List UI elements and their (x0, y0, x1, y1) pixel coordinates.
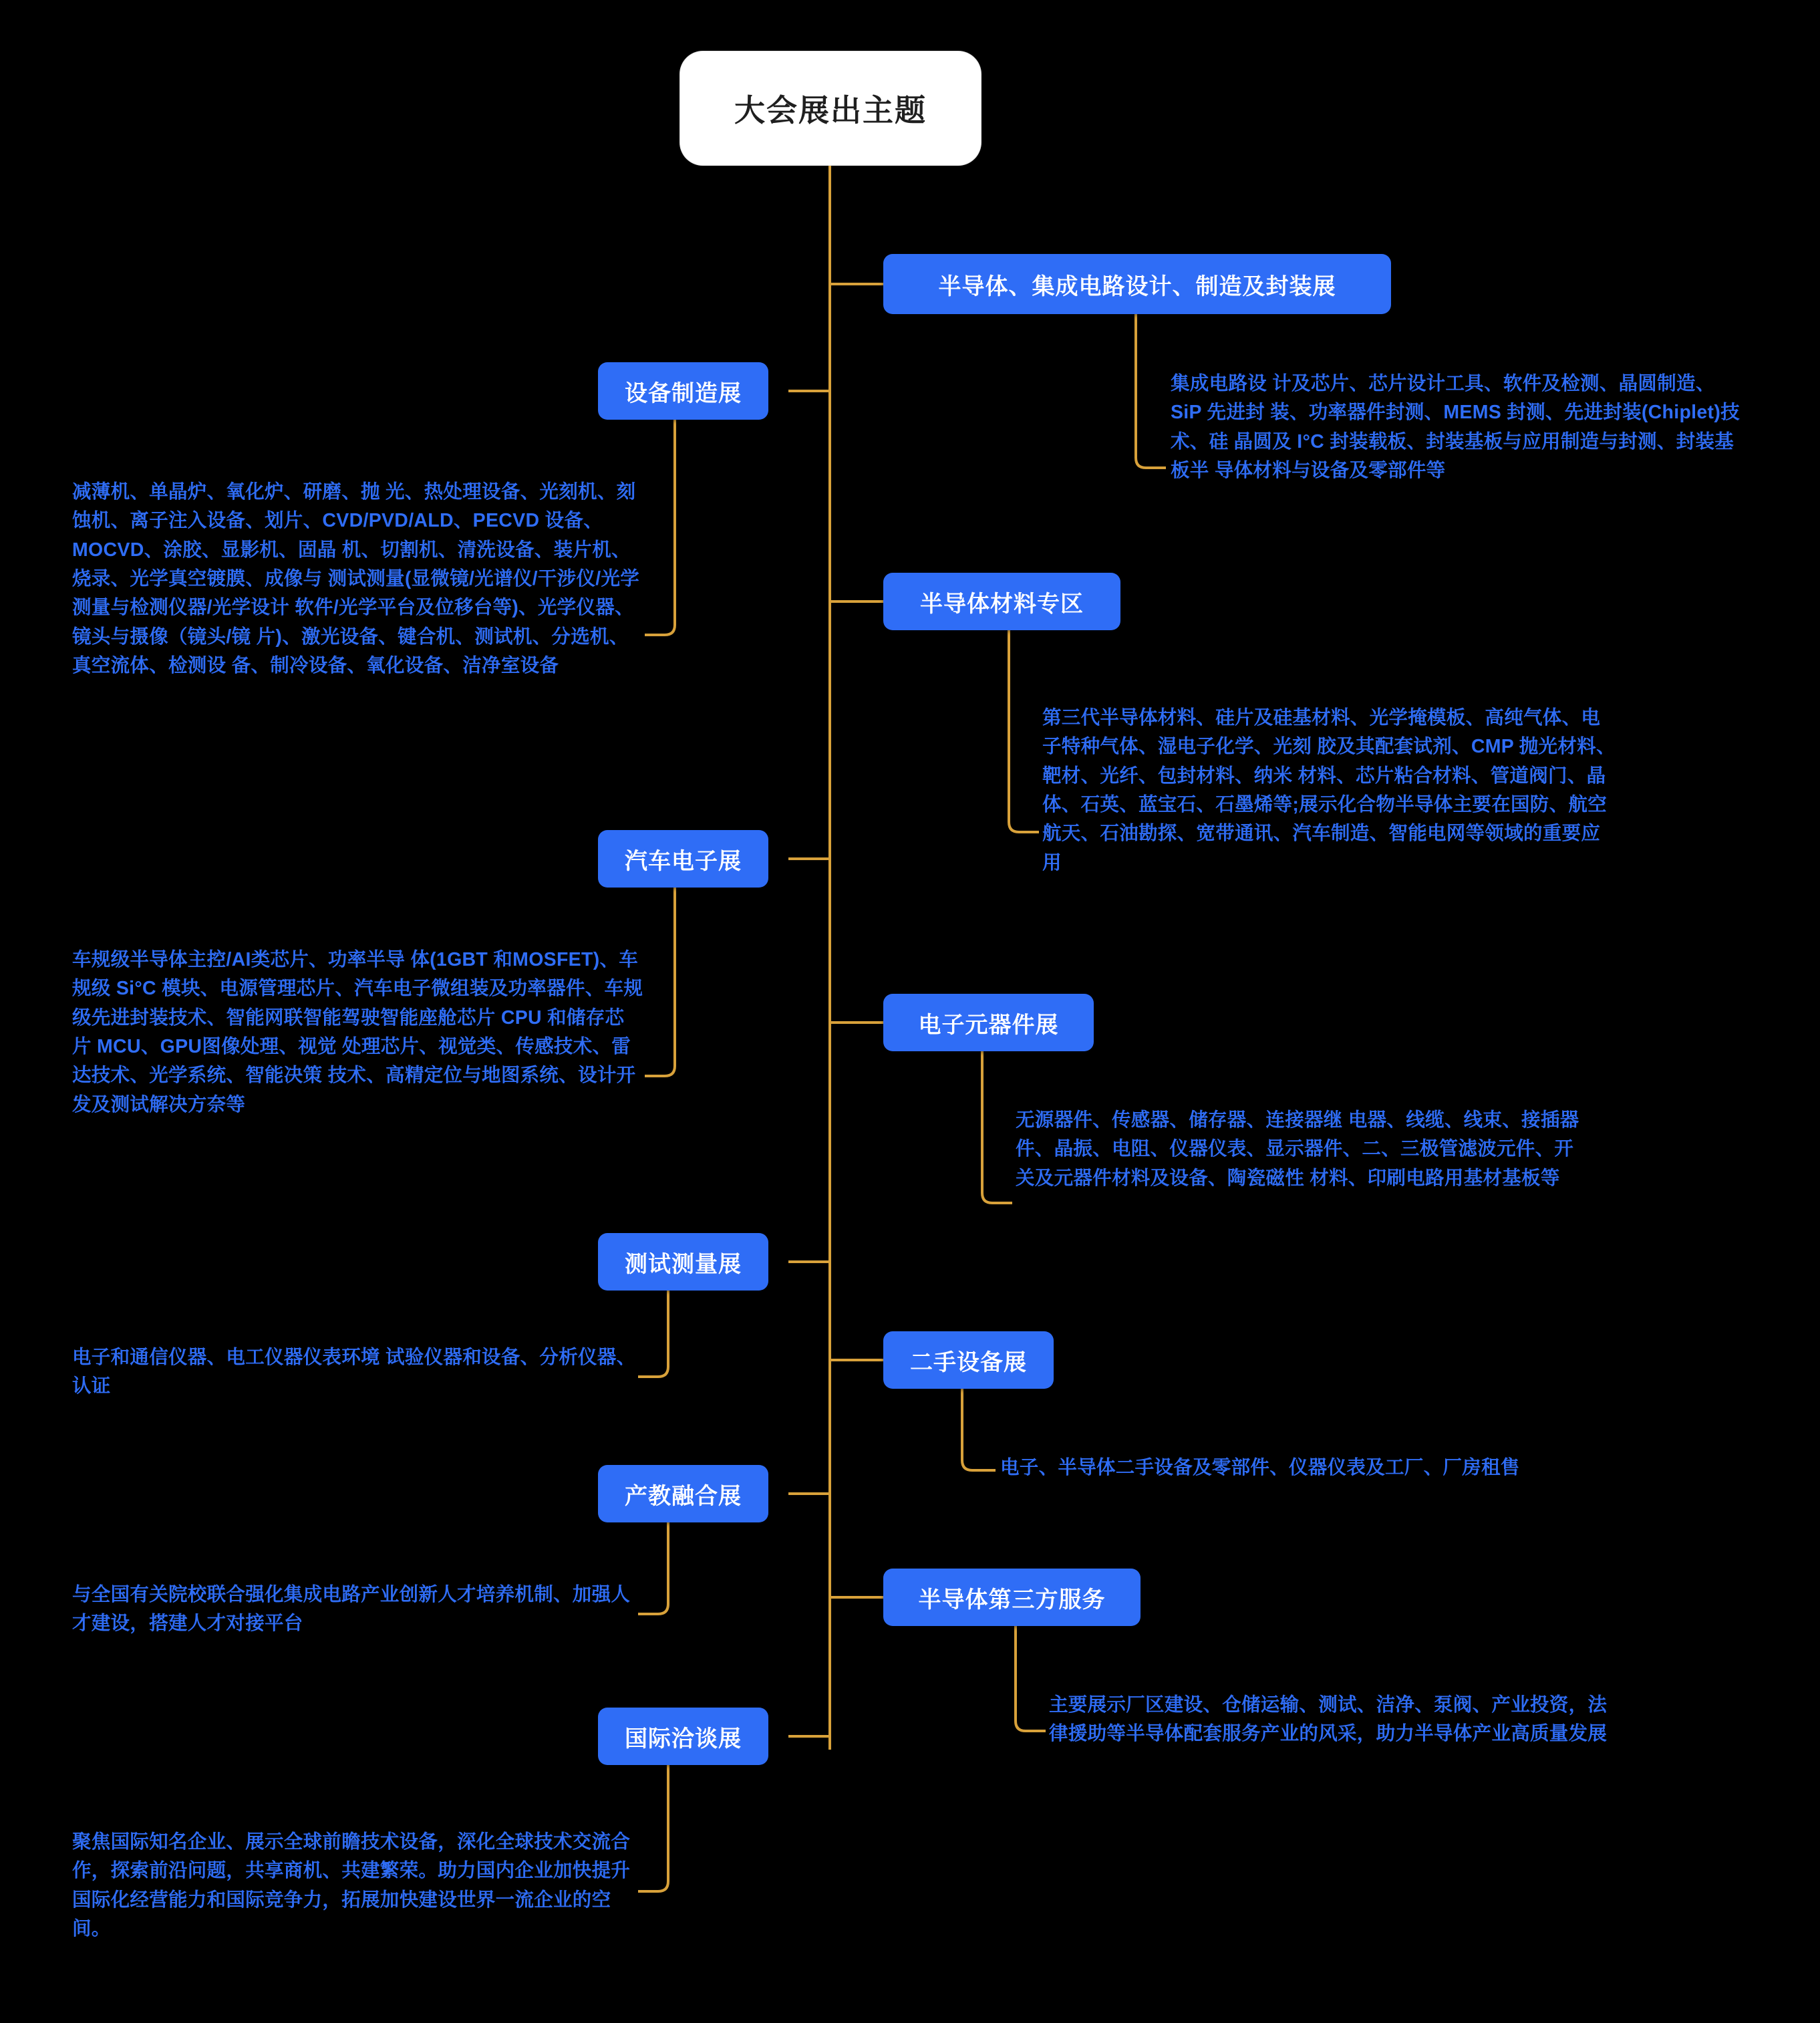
branch-label: 半导体材料专区 (920, 591, 1084, 617)
branch-node-used-equipment[interactable] (883, 1331, 1054, 1389)
branch-node-test-measurement[interactable] (598, 1233, 768, 1291)
branch-label: 二手设备展 (910, 1349, 1027, 1375)
branch-detail-semiconductor-materials: 第三代半导体材料、硅片及硅基材料、光学掩模板、高纯气体、电子特种气体、湿电子化学、光刻 胶及其配套试剂、CMP 抛光材料、靶材、光纤、包封材料、纳米 材料、芯片粘合材料、管道阀门、晶体、石英、蓝宝石、石墨烯等;展示化合物半导体主要在国防、航空航天、石油勘探、宽带通讯、汽车制造、智能电网等领域的重要应用 (1042, 707, 1616, 873)
branch-label: 设备制造展 (625, 380, 742, 406)
branch-label: 国际洽谈展 (625, 1726, 742, 1752)
branch-node-semiconductor-materials[interactable] (883, 573, 1120, 630)
branch-node-semiconductor-ic[interactable] (883, 254, 1391, 314)
branch-label: 汽车电子展 (625, 848, 742, 874)
branch-label: 半导体第三方服务 (918, 1587, 1106, 1613)
branch-node-equipment-manufacturing[interactable] (598, 362, 768, 420)
root-label: 大会展出主题 (734, 93, 927, 128)
branch-label: 电子元器件展 (918, 1012, 1059, 1038)
branch-detail-semiconductor-ic: 集成电路设 计及芯片、芯片设计工具、软件及检测、晶圆制造、SiP 先进封 装、功率器件封测、MEMS 封测、先进封装(Chiplet)技术、硅 晶圆及 I°C 封装载板、封装基板与应用制造与封测、封装基板半 导体材料与设备及零部件等 (1171, 373, 1740, 481)
branch-detail-equipment-manufacturing: 减薄机、单晶炉、氧化炉、研磨、抛 光、热处理设备、光刻机、刻蚀机、离子注入设备、划片、CVD/PVD/ALD、PECVD 设备、MOCVD、涂胶、显影机、固晶 机、切割机、清洗设备、装片机、烧录、光学真空镀膜、成像与 测试测量(显微镜/光谱仪/干涉仪/光学测量与检测仪器/光学设计 软件/光学平台及位移台等)、光学仪器、镜头与摄像（镜头/镜 片)、激光设备、键合机、测试机、分选机、真空流体、检测设 备、制冷设备、氧化设备、洁净室设备 (72, 481, 640, 676)
branch-node-automotive-electronics[interactable] (598, 830, 768, 888)
branch-detail-international-negotiation: 聚焦国际知名企业、展示全球前瞻技术设备，深化全球技术交流合作，探索前沿问题，共享商机、共建繁荣。助力国内企业加快提升国际化经营能力和国际竞争力，拓展加快建设世界一流企业的空间。 (72, 1831, 631, 1939)
branch-detail-test-measurement: 电子和通信仪器、电工仪器仪表环境 试验仪器和设备、分析仪器、认证 (72, 1347, 636, 1397)
branch-node-third-party-services[interactable] (883, 1569, 1141, 1626)
branch-node-industry-education[interactable] (598, 1465, 768, 1522)
branch-label: 产教融合展 (625, 1483, 742, 1509)
branch-node-electronic-components[interactable] (883, 994, 1094, 1051)
branch-detail-automotive-electronics: 车规级半导体主控/AI类芯片、功率半导 体(1GBT 和MOSFET)、车规级 Si°C 模块、电源管理芯片、汽车电子微组装及功率器件、车规级先进封装技术、智能网联智能驾驶智能座舱芯片 CPU 和储存芯片 MCU、GPU图像处理、视觉 处理芯片、视觉类、传感技术、雷达技术、光学系统、智能决策 技术、高精定位与地图系统、设计开发及测试解决方奈等 (72, 949, 643, 1115)
branch-detail-used-equipment: 电子、半导体二手设备及零部件、仪器仪表及工厂、厂房租售 (1000, 1457, 1520, 1478)
branch-detail-third-party-services: 主要展示厂区建设、仓储运输、测试、洁净、泵阀、产业投资，法律援助等半导体配套服务产业的风采，助力半导体产业高质量发展 (1049, 1694, 1608, 1745)
branch-detail-electronic-components: 无源器件、传感器、储存器、连接器继 电器、线缆、线束、接插器件、晶振、电阻、仪器仪表、显示器件、二、三极管滤波元件、开关及元器件材料及设备、陶瓷磁性 材料、印刷电路用基材基板等 (1016, 1109, 1579, 1189)
branch-detail-industry-education: 与全国有关院校联合强化集成电路产业创新人才培养机制、加强人才建设，搭建人才对接平台 (72, 1584, 631, 1635)
branch-node-international-negotiation[interactable] (598, 1708, 768, 1765)
root-node[interactable] (680, 51, 981, 165)
branch-label: 半导体、集成电路设计、制造及封装展 (938, 273, 1336, 299)
branch-label: 测试测量展 (625, 1251, 742, 1277)
